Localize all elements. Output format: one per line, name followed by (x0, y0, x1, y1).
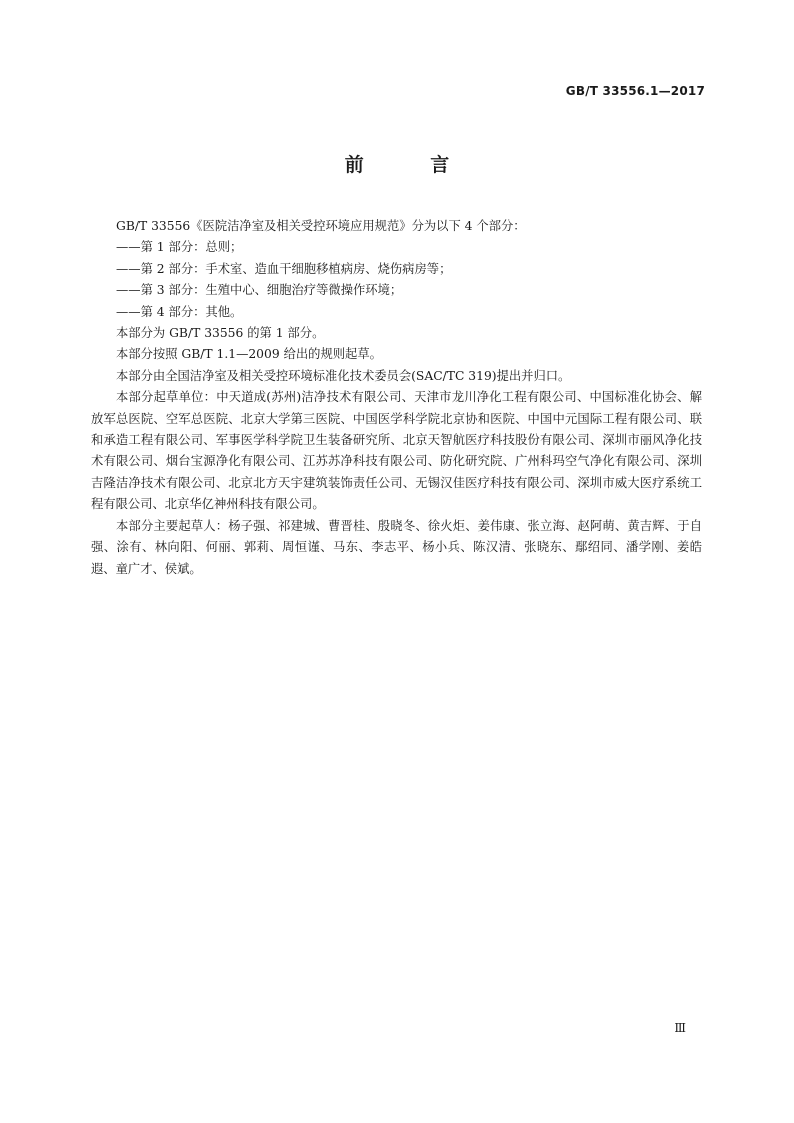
page-title: 前 言 (344, 154, 480, 176)
paragraph-drafters: 本部分主要起草人：杨子强、祁建城、曹晋桂、殷晓冬、徐火炬、姜伟康、张立海、赵阿萌、黄吉辉、于自强、涂有、林向阳、何丽、郭莉、周恒谨、马东、李志平、杨小兵、陈汉清、张晓东、鄢绍同、潘学刚、姜皓遐、童广才、侯斌。 (91, 518, 702, 576)
list-item-part-2: ——第 2 部分：手术室、造血干细胞移植病房、烧伤病房等； (116, 261, 452, 276)
paragraph-proposer: 本部分由全国洁净室及相关受控环境标准化技术委员会(SAC/TC 319)提出并归口。 (116, 368, 571, 383)
list-item-part-4: ——第 4 部分：其他。 (116, 304, 243, 319)
page-number: Ⅲ (674, 1021, 686, 1035)
standard-code: GB/T 33556.1—2017 (565, 84, 705, 98)
paragraph-drafting-units: 本部分起草单位：中天道成(苏州)洁净技术有限公司、天津市龙川净化工程有限公司、中国标准化协会、解放军总医院、空军总医院、北京大学第三医院、中国医学科学院北京协和医院、中国中元国际工程有限公司、联和承造工程有限公司、军事医学科学院卫生装备研究所、北京天智航医疗科技股份有限公司、深圳市丽风净化技术有限公司、烟台宝源净化有限公司、江苏苏净科技有限公司、防化研究院、广州科玛空气净化有限公司、深圳吉隆洁净技术有限公司、北京北方天宇建筑装饰责任公司、无锡汉佳医疗科技有限公司、深圳市威大医疗系统工程有限公司、北京华亿神州科技有限公司。 (91, 390, 702, 512)
foreword-body (91, 216, 702, 580)
paragraph-drafting-rules: 本部分按照 GB/T 1.1—2009 给出的规则起草。 (116, 347, 382, 362)
paragraph-part-statement: 本部分为 GB/T 33556 的第 1 部分。 (116, 326, 325, 341)
list-item-part-3: ——第 3 部分：生殖中心、细胞治疗等微操作环境； (116, 283, 403, 298)
paragraph-parts-intro: GB/T 33556《医院洁净室及相关受控环境应用规范》分为以下 4 个部分： (116, 219, 526, 233)
list-item-part-1: ——第 1 部分：总则； (116, 240, 243, 255)
